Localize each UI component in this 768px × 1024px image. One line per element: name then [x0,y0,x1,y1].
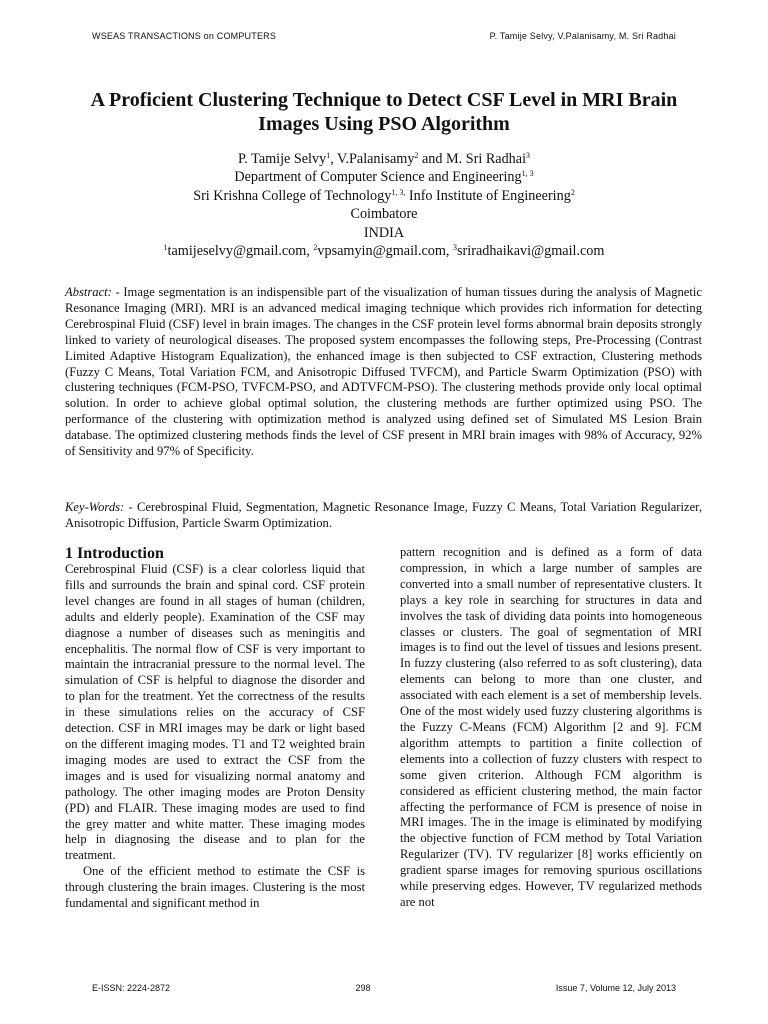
title-line-2: Images Using PSO Algorithm [258,113,510,135]
author-names [60,150,708,168]
department-line [60,168,708,186]
email-line [60,242,708,260]
intro-paragraph-3: pattern recognition and is defined as a form of data compression, in which a large number of samples are converted into a small number of representative clusters. It plays a key role in searching for structures in data and involves the task of dividing data points into homogeneous classes or clusters. The goal of segmentation of MRI images is to find out the level of tissues and lesions present. In fuzzy clustering (also referred to as soft clustering), data elements can belong to more than one cluster, and associated with each element is a set of membership levels. One of the most widely used fuzzy clustering algorithms is the Fuzzy C-Means (FCM) Algorithm [2 and 9]. FCM algorithm attempts to partition a finite collection of elements into a collection of fuzzy clusters with respect to some given criterion. Although FCM algorithm is considered as efficient clustering method, the main factor affecting the performance of FCM is presence of noise in MRI images. The in the image is eliminated by modifying the objective function of FCM method by Total Variation Regularizer (TV). TV regularizer [8] works efficiently on gradient sparse images for removing spurious oscillations while preserving edges. However, TV regularized methods are not [400,545,702,909]
issue-info: Issue 7, Volume 12, July 2013 [555,983,676,993]
institution-line [60,187,708,205]
left-column [65,562,365,912]
institution-1: Sri Krishna College of Technology [193,187,392,204]
running-header [92,31,676,41]
issn: E-ISSN: 2224-2872 [92,983,171,993]
running-footer [92,983,676,993]
author-1: P. Tamije Selvy [237,151,327,167]
abstract [65,285,702,460]
email-2: vpsamyin@gmail.com, [317,243,454,260]
keywords [65,500,702,532]
author-separator-2: and [418,151,447,167]
keywords-label: Key-Words: [65,500,125,514]
intro-paragraph-2: One of the efficient method to estimate the CSF is through clustering the brain images. Clustering is the most fundamental and significant method in [65,864,365,911]
email-3-affil: 3 [453,243,458,253]
abstract-text: Image segmentation is an indispensible part of the visualization of human tissues during the analysis of Magnetic Resonance Imaging (MRI). MRI is an advanced medical imaging technique which provides rich information for detecting Cerebrospinal Fluid (CSF) level in brain images. The changes in the CSF protein level forms abnormal brain deposits strongly linked to variety of neurological diseases. The proposed system encompasses the following steps, Pre-Processing (Contrast Limited Adaptive Histogram Equalization), the enhanced image is then subjected to CSF extraction, Clustering methods (Fuzzy C Means, Total Variation FCM, and Anisotropic Diffused TVFCM), and Particle Swarm Optimization (PSO) with clustering techniques (FCM-PSO, TVFCM-PSO, and ADTVFCM-PSO). The clustering methods provide only local optimal solution. In order to achieve global optimal solution, the clustering methods are further optimized using PSO. The performance of the clustering with optimization method is analyzed using defined set of Simulated MS Lesion Brain database. The optimized clustering methods finds the level of CSF present in MRI brain images with 98% of Accuracy, 92% of Sensitivity and 97% of Specificity. [65,285,702,459]
journal-name: WSEAS TRANSACTIONS on COMPUTERS [92,31,277,41]
section-heading-introduction: 1 Introduction [65,545,164,562]
keywords-text: - Cerebrospinal Fluid, Segmentation, Magnetic Resonance Image, Fuzzy C Means, Total Variation Regularizer, Anisotropic Diffusion, Particle Swarm Optimization. [65,500,702,530]
right-column [400,545,702,911]
header-authors: P. Tamije Selvy, V.Palanisamy, M. Sri Radhai [489,31,676,41]
city: Coimbatore [350,206,418,223]
email-1: tamijeselvy@gmail.com, [167,243,314,260]
department: Department of Computer Science and Engineering [234,169,522,186]
email-3: sriradhaikavi@gmail.com [457,243,605,260]
institution-1-affil: 1, 3, [391,187,406,197]
institution-2-affil: 2 [570,187,575,197]
title-line-1: A Proficient Clustering Technique to Detect CSF Level in MRI Brain [90,89,678,111]
author-1-affil: 1 [326,151,331,160]
author-3: M. Sri Radhai [446,151,527,167]
country: INDIA [363,224,405,241]
author-2: V.Palanisamy [337,151,415,167]
paper-title [60,88,708,136]
department-affil: 1, 3 [521,169,534,179]
email-2-affil: 2 [313,243,318,253]
abstract-label: Abstract: - [65,285,120,299]
intro-paragraph-1: Cerebrospinal Fluid (CSF) is a clear colorless liquid that fills and surrounds the brain and spinal cord. CSF protein level changes are found in all stages of human (children, adults and elderly people). Examination of the CSF may diagnose a number of diseases such as meningitis and encephalitis. The normal flow of CSF is very important to maintain the intracranial pressure to the normal level. The simulation of CSF is helpful to diagnose the disorder and to plan for the treatment. Yet the correctness of the results in these simulations relies on the accuracy of CSF detection. CSF in MRI images may be dark or light based on the different imaging modes. T1 and T2 weighted brain imaging modes are used to extract the CSF from the images and is used for visualizing normal anatomy and pathology. The other imaging modes are Proton Density (PD) and FLAIR. These imaging modes are used to find the grey matter and white matter. These imaging modes help in diagnosing the disease and to plan for the treatment. [65,562,365,863]
author-block [60,150,708,260]
page-number: 298 [355,983,371,993]
email-1-affil: 1 [163,243,168,253]
author-separator-1: , [330,151,338,167]
institution-2: Info Institute of Engineering [405,187,571,204]
author-3-affil: 3 [526,151,531,160]
author-2-affil: 2 [414,151,419,160]
